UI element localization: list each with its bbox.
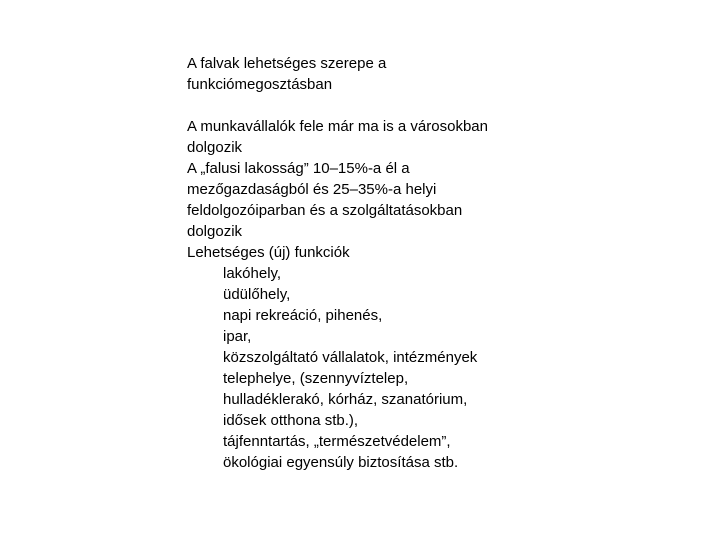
text-line: telephelye, (szennyvíztelep,	[223, 370, 409, 387]
slide-content	[187, 53, 567, 473]
function-item	[223, 305, 567, 326]
function-item	[223, 347, 567, 431]
text-line: üdülőhely,	[223, 286, 291, 303]
text-line: közszolgáltató vállalatok, intézmények	[223, 349, 478, 366]
text-line: feldolgozóiparban és a szolgáltatásokban	[187, 202, 463, 219]
text-line: lakóhely,	[223, 265, 282, 282]
paragraph-rural-population	[187, 158, 567, 242]
slide-title-line: A falvak lehetséges szerepe a	[187, 55, 387, 72]
slide-title	[187, 53, 567, 95]
text-line: A munkavállalók fele már ma is a városokban	[187, 118, 488, 135]
text-line: tájfenntartás, „természetvédelem”,	[223, 433, 451, 450]
text-line: hulladéklerakó, kórház, szanatórium,	[223, 391, 468, 408]
text-line: A „falusi lakosság” 10–15%-a él a	[187, 160, 410, 177]
function-item	[223, 284, 567, 305]
slide-title-line: funkciómegosztásban	[187, 76, 333, 93]
function-item	[223, 263, 567, 284]
text-line: dolgozik	[187, 139, 243, 156]
text-line: ipar,	[223, 328, 252, 345]
text-line: mezőgazdaságból és 25–35%-a helyi	[187, 181, 437, 198]
paragraph-possible-functions	[187, 242, 567, 263]
text-line: ökológiai egyensúly biztosítása stb.	[223, 454, 459, 471]
text-line: idősek otthona stb.),	[223, 412, 359, 429]
paragraph-workers	[187, 116, 567, 158]
text-line: dolgozik	[187, 223, 243, 240]
slide-body	[187, 116, 567, 473]
function-item	[223, 326, 567, 347]
functions-list	[187, 263, 567, 473]
text-line: Lehetséges (új) funkciók	[187, 244, 350, 261]
text-line: napi rekreáció, pihenés,	[223, 307, 383, 324]
function-item	[223, 431, 567, 473]
